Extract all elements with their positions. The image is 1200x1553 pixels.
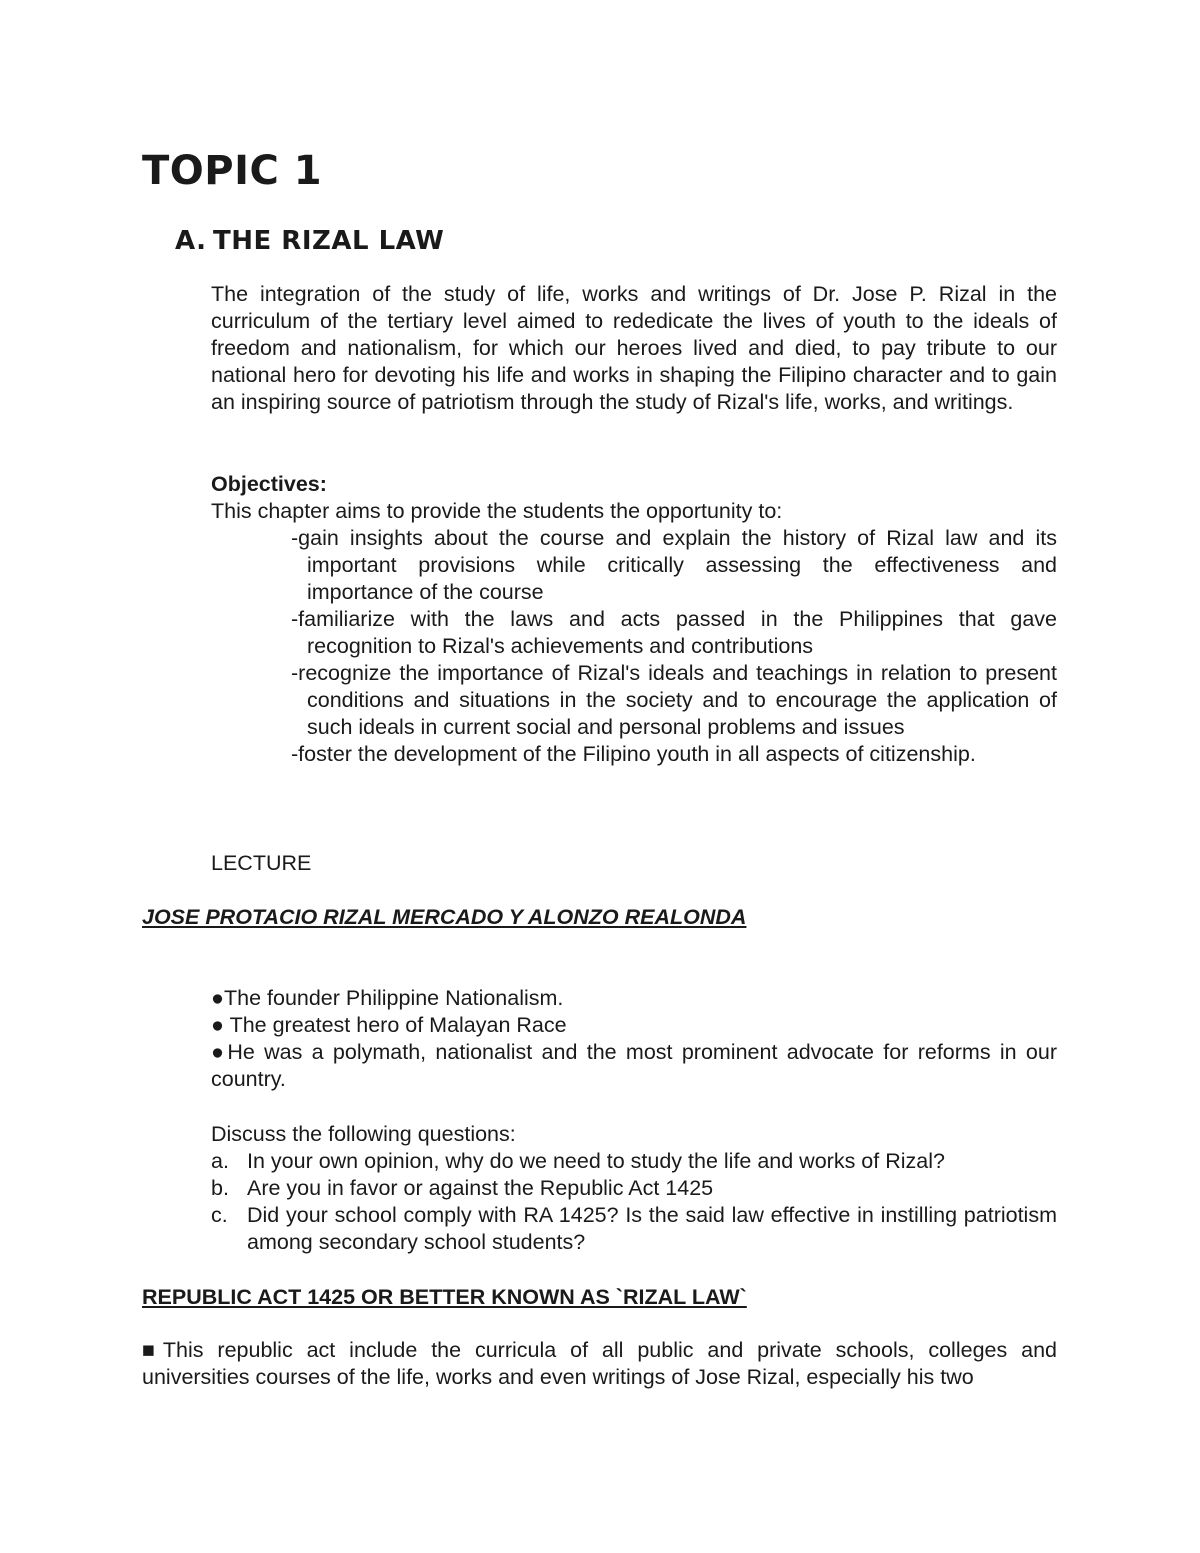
topic-title: TOPIC 1 [142,148,323,194]
rizal-name-heading: JOSE PROTACIO RIZAL MERCADO Y ALONZO REALONDA [142,905,747,929]
bullet-item: ●He was a polymath, nationalist and the most prominent advocate for reforms in our country. [211,1040,1057,1091]
republic-act-heading: REPUBLIC ACT 1425 OR BETTER KNOWN AS `RIZAL LAW` [142,1285,747,1309]
question-text: Are you in favor or against the Republic Act 1425 [247,1176,714,1200]
discussion-questions [211,1148,1057,1256]
question-text: Did your school comply with RA 1425? Is the said law effective in instilling patriotism among secondary school students? [247,1203,1057,1254]
bullet-item: ● The greatest hero of Malayan Race [211,1013,567,1037]
objectives-intro: This chapter aims to provide the students the opportunity to: [211,499,783,523]
objective-item: -recognize the importance of Rizal's ideals and teachings in relation to present conditions and situations in the society and to encourage the application of such ideals in current social and personal problems and issues [291,661,1057,739]
question-letter: c. [211,1203,228,1227]
question-item [211,1202,1057,1256]
discussion-heading: Discuss the following questions: [211,1122,516,1146]
objective-item: -familiarize with the laws and acts passed in the Philippines that gave recognition to Rizal's achievements and contributions [291,607,1057,658]
objective-item: -foster the development of the Filipino youth in all aspects of citizenship. [291,742,976,766]
republic-act-paragraph: ■This republic act include the curricula of all public and private schools, colleges and universities courses of the life, works and even writings of Jose Rizal, especially his two [142,1338,1057,1389]
question-letter: a. [211,1149,229,1173]
section-a-heading [175,226,444,256]
section-a-title: THE RIZAL LAW [213,226,445,256]
intro-paragraph: The integration of the study of life, works and writings of Dr. Jose P. Rizal in the curriculum of the tertiary level aimed to rededicate the lives of youth to the ideals of freedom and nationalism, for which our heroes lived and died, to pay tribute to our national hero for devoting his life and works in shaping the Filipino character and to gain an inspiring source of patriotism through the study of Rizal's life, works, and writings. [211,282,1057,414]
objective-item: -gain insights about the course and explain the history of Rizal law and its important provisions while critically assessing the effectiveness and importance of the course [291,526,1057,604]
objectives-heading: Objectives: [211,472,327,496]
section-a-letter: A. [175,226,207,256]
question-text: In your own opinion, why do we need to study the life and works of Rizal? [247,1149,945,1173]
objectives-list [291,525,1057,768]
bullet-item: ●The founder Philippine Nationalism. [211,986,564,1010]
question-letter: b. [211,1176,229,1200]
question-item [211,1175,1057,1202]
rizal-bullet-list [211,985,1057,1093]
question-item [211,1148,1057,1175]
lecture-label: LECTURE [211,851,312,875]
